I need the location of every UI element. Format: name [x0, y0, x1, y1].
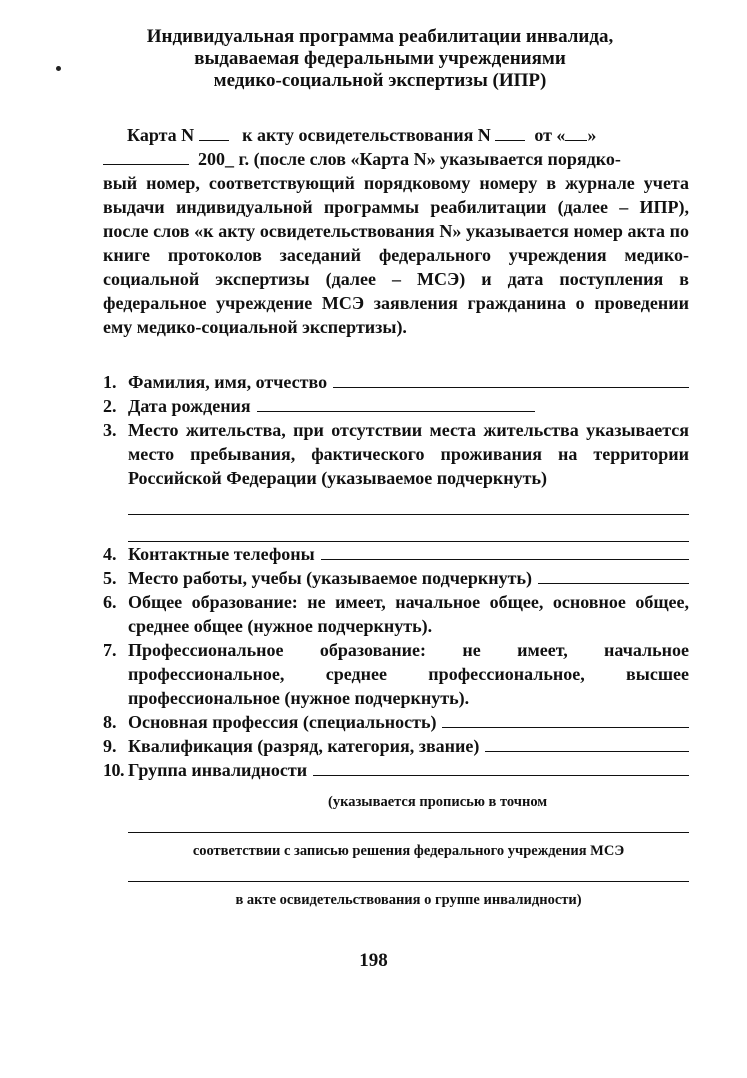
residence-line-2[interactable] — [128, 515, 689, 542]
item-number: 7. — [103, 640, 117, 660]
intro-date-label: от « — [534, 125, 566, 145]
item-number: 8. — [103, 712, 117, 732]
caption-blank-line[interactable] — [128, 812, 689, 833]
disability-group-field[interactable] — [313, 761, 689, 776]
item-number: 4. — [103, 544, 117, 564]
item-number: 10. — [103, 760, 124, 780]
profession-field[interactable] — [442, 713, 689, 728]
item-label: Основная профессия (специальность) — [128, 712, 437, 732]
item-label: Профессиональное образование: не имеет, начальное профессиональное, среднее профессиональное, высшее профессиональное (нужное подчеркнуть). — [128, 640, 689, 708]
item-label: Квалификация (разряд, категория, звание) — [128, 736, 480, 756]
page-number: 198 — [359, 950, 388, 971]
bullet-dot — [56, 66, 61, 71]
item-label: Общее образование: не имеет, начальное общее, основное общее, среднее общее (нужное подчеркнуть). — [128, 592, 689, 636]
list-item — [103, 542, 689, 566]
item-label: Контактные телефоны — [128, 544, 315, 564]
caption-line: (указывается прописью в точном — [328, 794, 548, 810]
item-number: 2. — [103, 396, 117, 416]
birth-date-field[interactable] — [257, 397, 535, 412]
item-label: Фамилия, имя, отчество — [128, 372, 328, 392]
list-item — [103, 418, 689, 490]
qualification-field[interactable] — [485, 737, 689, 752]
list-item — [103, 590, 689, 638]
month-field[interactable] — [103, 149, 189, 165]
disability-caption-block — [128, 792, 689, 910]
list-item — [103, 370, 689, 394]
phone-field[interactable] — [321, 545, 689, 560]
intro-rest-text: вый номер, соответствующий порядковому номеру в журнале учета выдачи индивидуальной программы реабилитации (далее – ИПР), после слов «к акту освидетельствования N» указывается номер акта по книге протоколов заседаний федерального учреждения медико-социальной экспертизы (далее – МСЭ) и дата поступления в федеральное учреждение МСЭ заявления гражданина о проведении ему медико-социальной экспертизы). — [103, 173, 689, 337]
document-title — [120, 26, 640, 92]
item-label: Место жительства, при отсутствии места жительства указывается место пребывания, фактического проживания на территории Российской Федерации (указываемое подчеркнуть) — [128, 420, 689, 488]
list-item — [103, 566, 689, 590]
item-number: 1. — [103, 372, 117, 392]
item-number: 6. — [103, 592, 117, 612]
item-number: 3. — [103, 420, 117, 440]
card-number-field[interactable] — [199, 125, 229, 141]
title-line: медико-социальной экспертизы (ИПР) — [213, 70, 547, 91]
intro-paragraph — [103, 123, 689, 339]
caption-blank-line[interactable] — [128, 861, 689, 882]
list-item — [103, 394, 689, 418]
caption-line: соответствии с записью решения федерального учреждения МСЭ — [192, 843, 625, 859]
title-line: выдаваемая федеральными учреждениями — [194, 48, 566, 69]
list-item — [103, 734, 689, 758]
residence-line-1[interactable] — [128, 490, 689, 515]
item-label: Группа инвалидности — [128, 760, 308, 780]
intro-act-label: к акту освидетельствования N — [242, 125, 491, 145]
title-line: Индивидуальная программа реабилитации инвалида, — [146, 26, 614, 47]
item-label: Место работы, учебы (указываемое подчеркнуть) — [128, 568, 532, 588]
intro-card-label: Карта N — [127, 125, 195, 145]
workplace-field[interactable] — [538, 569, 689, 584]
act-number-field[interactable] — [495, 125, 525, 141]
item-label: Дата рождения — [128, 396, 251, 416]
intro-year-text: 200_ г. (после слов «Карта N» указывается порядко- — [198, 149, 621, 169]
list-item — [103, 758, 689, 782]
list-item — [103, 638, 689, 710]
full-name-field[interactable] — [333, 373, 689, 388]
caption-line: в акте освидетельствования о группе инвалидности) — [235, 892, 582, 908]
item-number: 9. — [103, 736, 117, 756]
item-number: 5. — [103, 568, 117, 588]
form-items — [103, 370, 689, 782]
list-item — [103, 710, 689, 734]
day-field[interactable] — [565, 125, 587, 141]
intro-quote-close: » — [587, 125, 597, 145]
